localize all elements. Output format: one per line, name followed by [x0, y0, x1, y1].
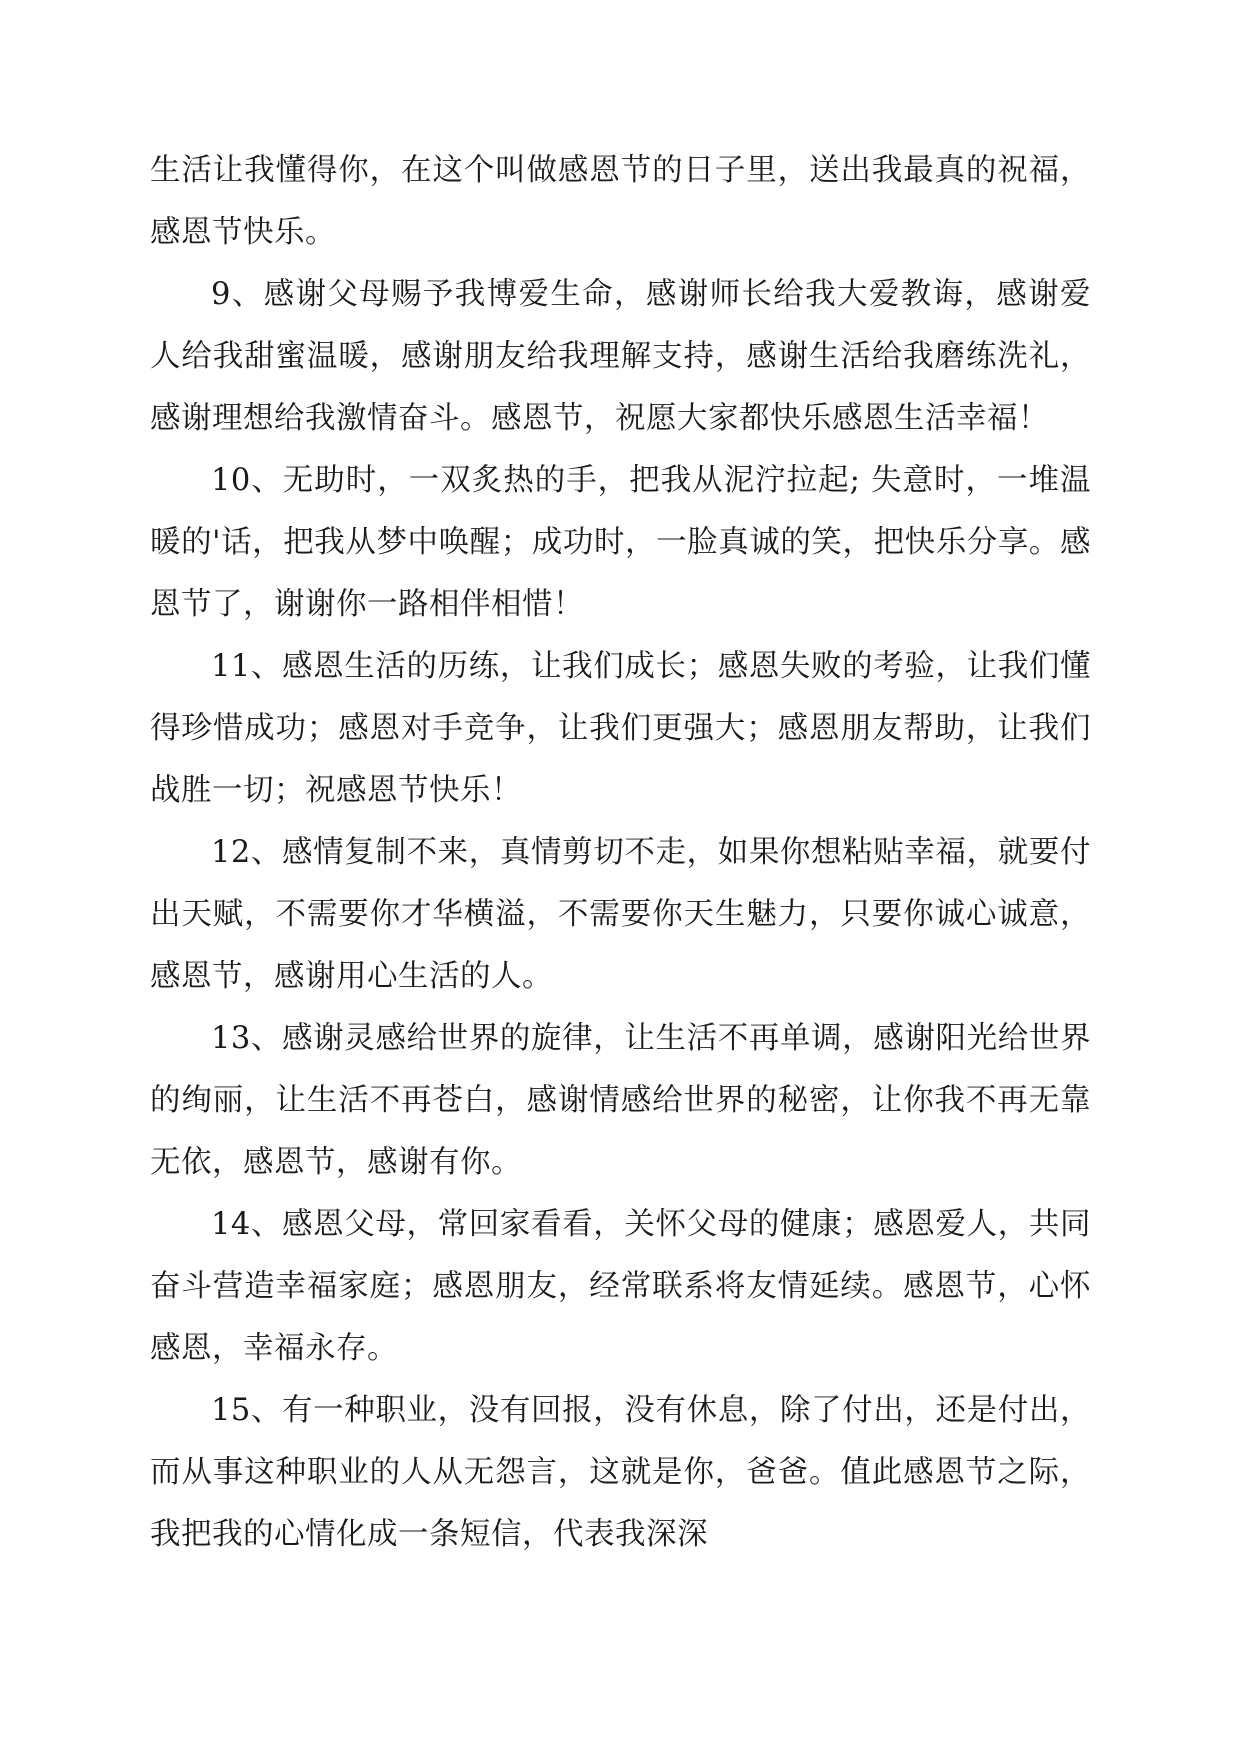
paragraph-item-10: 10、无助时，一双炙热的手，把我从泥泞拉起; 失意时，一堆温暖的'话，把我从梦中唤醒；成功时，一脸真诚的笑，把快乐分享。感恩节了，谢谢你一路相伴相惜！ — [150, 463, 1091, 622]
paragraph-item-12: 12、感情复制不来，真情剪切不走，如果你想粘贴幸福，就要付出天赋，不需要你才华横溢，不需要你天生魅力，只要你诚心诚意，感恩节，感谢用心生活的人。 — [150, 835, 1091, 994]
paragraph-continuation: 生活让我懂得你，在这个叫做感恩节的日子里，送出我最真的祝福，感恩节快乐。 — [150, 153, 1091, 250]
paragraph-item-9: 9、感谢父母赐予我博爱生命，感谢师长给我大爱教诲，感谢爱人给我甜蜜温暖，感谢朋友给我理解支持，感谢生活给我磨练洗礼，感谢理想给我激情奋斗。感恩节，祝愿大家都快乐感恩生活幸福！ — [150, 277, 1091, 436]
paragraph-item-13: 13、感谢灵感给世界的旋律，让生活不再单调，感谢阳光给世界的绚丽，让生活不再苍白，感谢情感给世界的秘密，让你我不再无靠无依，感恩节，感谢有你。 — [150, 1021, 1091, 1180]
paragraph-item-14: 14、感恩父母，常回家看看，关怀父母的健康；感恩爱人，共同奋斗营造幸福家庭；感恩朋友，经常联系将友情延续。感恩节，心怀感恩，幸福永存。 — [150, 1207, 1091, 1366]
paragraph-item-11: 11、感恩生活的历练，让我们成长；感恩失败的考验，让我们懂得珍惜成功；感恩对手竞争，让我们更强大；感恩朋友帮助，让我们战胜一切；祝感恩节快乐！ — [150, 649, 1091, 808]
paragraph-item-15: 15、有一种职业，没有回报，没有休息，除了付出，还是付出，而从事这种职业的人从无怨言，这就是你，爸爸。值此感恩节之际，我把我的心情化成一条短信，代表我深深 — [150, 1393, 1091, 1552]
document-body — [150, 140, 1091, 1566]
